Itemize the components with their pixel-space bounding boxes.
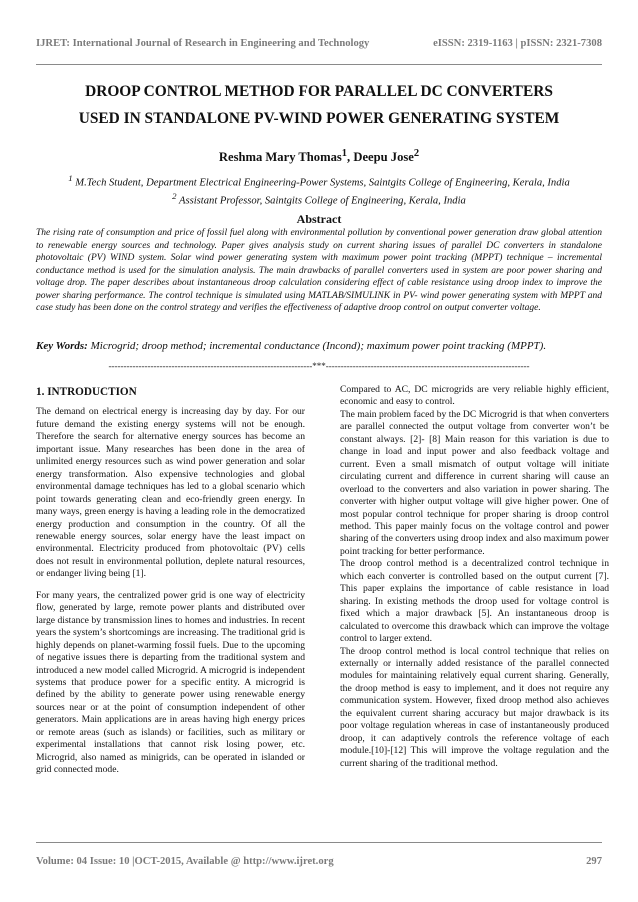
affiliation-1-text: M.Tech Student, Department Electrical Engineering-Power Systems, Saintgits College of Engineering, Kerala, India — [72, 177, 570, 189]
page-number: 297 — [586, 856, 602, 867]
author-2-sup: 2 — [413, 148, 420, 159]
page-header — [36, 38, 602, 54]
affiliation-2-text: Assistant Professor, Saintgits College of Engineering, Kerala, India — [176, 195, 466, 207]
section-heading-introduction: 1. INTRODUCTION — [36, 386, 137, 398]
journal-name: IJRET: International Journal of Research in Engineering and Technology — [36, 38, 370, 49]
intro-paragraph-2: For many years, the centralized power grid is one way of electricity flow, generated by large, remote power plants and distributed over large distance by transmission lines to homes and industries. In recent years the system’s shortcomings are increasing. The traditional grid is highly depends on planet-warming fossil fuels. Due to the upcoming of negative issues there is departing from the traditional system and introduced a new model called Microgrid. A microgrid is independent systems that produce power for a specific entity. A microgrid is defined by the ability to generate power using renewable energy sources near or at the point of consumption independent of other generators. Main applications are in areas having high energy prices or remote areas (such as islands) or facilities, such as military or experimental installations that cannot risk losing power, etc. Microgrid, also named as minigrids, can be operated in islanded or grid connected mode. — [36, 589, 305, 776]
header-rule — [36, 64, 602, 65]
author-2: Deepu Jose — [353, 150, 414, 165]
left-column — [36, 384, 305, 777]
paper-title — [30, 78, 608, 132]
page-footer — [36, 856, 602, 872]
keywords-label: Key Words: — [36, 340, 88, 352]
right-paragraph-2: The main problem faced by the DC Microgrid is that when converters are parallel connected the output voltage from converter won’t be constant always. [2]- [8] Main reason for this variation is due to change in load and input power and also feedback voltage and current. Even a small mismatch of output voltage will initiate circulating current and difference in current sharing will cause an overload to the converters and also variation in power sharing. The converter with higher output voltage will give higher power. One of most popular control technique for proper sharing is droop control method. This paper mainly focus on the voltage control and power sharing of the converters using droop index and also maximum power point tracking for better performance. — [340, 408, 609, 557]
author-1: Reshma Mary Thomas — [218, 150, 342, 165]
affiliations — [30, 172, 608, 208]
right-column — [340, 384, 609, 770]
keywords-text: Microgrid; droop method; incremental conductance (Incond); maximum power point tracking (MPPT). — [87, 340, 547, 352]
right-paragraph-4: The droop control method is local control technique that relies on externally or internally added resistance of the parallel connected modules for maintaining relatively equal current sharing. Generally, the droop method is easy to implement, and it does not require any communication system. However, fixed droop method also achieves the equivalent current sharing accuracy but major drawback is its poor voltage regulation whereas in case of instantaneously produced droop, it can adaptively controls the reference voltage of each module.[10]-[12] This will improve the voltage regulation and the current sharing of the traditional method. — [340, 645, 609, 769]
abstract-heading: Abstract — [296, 212, 342, 226]
affiliation-2 — [30, 190, 608, 208]
abstract-text: The rising rate of consumption and price of fossil fuel along with environmental pollution by conventional power generation draw global attention to renewable energy sources and technology. Paper gives analysis study on current sharing issues of parallel DC converters in standalone photovoltaic (PV) WIND system. Solar wind power generating system with maximum power point tracking (MPPT) technique – incremental conductance method is used for the simulation analysis. The main drawbacks of parallel converters used in system are poor power sharing and voltage drop. The paper describes about instantaneous droop calculation considering effect of cable resistance using droop index to improve the power sharing performance. The control technique is simulated using MATLAB/SIMULINK in PV- wind power generating system with MPPT and case study has been done on the control strategy and verifies the effectiveness of adaptive droop control on output converter voltage. — [36, 228, 602, 314]
keywords — [36, 340, 602, 352]
affiliation-2-num: 2 — [172, 191, 177, 202]
title-line-1: DROOP CONTROL METHOD FOR PARALLEL DC CONVERTERS — [85, 83, 553, 100]
right-paragraph-1: Compared to AC, DC microgrids are very reliable highly efficient, economic and easy to control. — [340, 384, 609, 408]
author-sep: , — [347, 150, 354, 165]
right-paragraph-3: The droop control method is a decentralized control technique in which each converter is controlled based on the output current [7]. This paper explains the importance of cable resistance in load sharing. In existing methods the droop used for voltage control is fixed which a major drawback [5]. An instantaneous droop is calculated to overcome this drawback which can improve the voltage control to larger extend. — [340, 558, 609, 645]
title-line-2: USED IN STANDALONE PV-WIND POWER GENERATING SYSTEM — [78, 110, 560, 127]
footer-rule — [36, 842, 602, 843]
issn-info: eISSN: 2319-1163 | pISSN: 2321-7308 — [433, 38, 602, 49]
intro-paragraph-1: The demand on electrical energy is increasing day by day. For our future demand the existing energy systems will not be enough. Therefore the search for alternative energy sources has become an important issue. Many researches has been done in the area of unlimited energy resources such as wind power generation and solar energy transformation. Also expensive technologies and global environmental damage techniques has led to a global scenario which point towards generating clean and eco-friendly green energy. In many ways, green energy is having a leading role in the democratized energy production and consumption in the country. Of all the renewable energy sources, solar energy have the least impact on environmental. Electricity produced from photovoltaic (PV) cells does not result in environmental pollution, deplete natural resources, or endanger living being [1]. — [36, 406, 305, 580]
author-list — [30, 148, 608, 165]
affiliation-1-num: 1 — [68, 173, 73, 183]
affiliation-1 — [30, 172, 608, 190]
section-separator: --------------------------------------------------------------------***-------------------------------------------------------------------- — [108, 361, 530, 371]
footer-volume-info: Volume: 04 Issue: 10 |OCT-2015, Available @ http://www.ijret.org — [36, 856, 334, 867]
author-1-sup: 1 — [341, 148, 348, 159]
